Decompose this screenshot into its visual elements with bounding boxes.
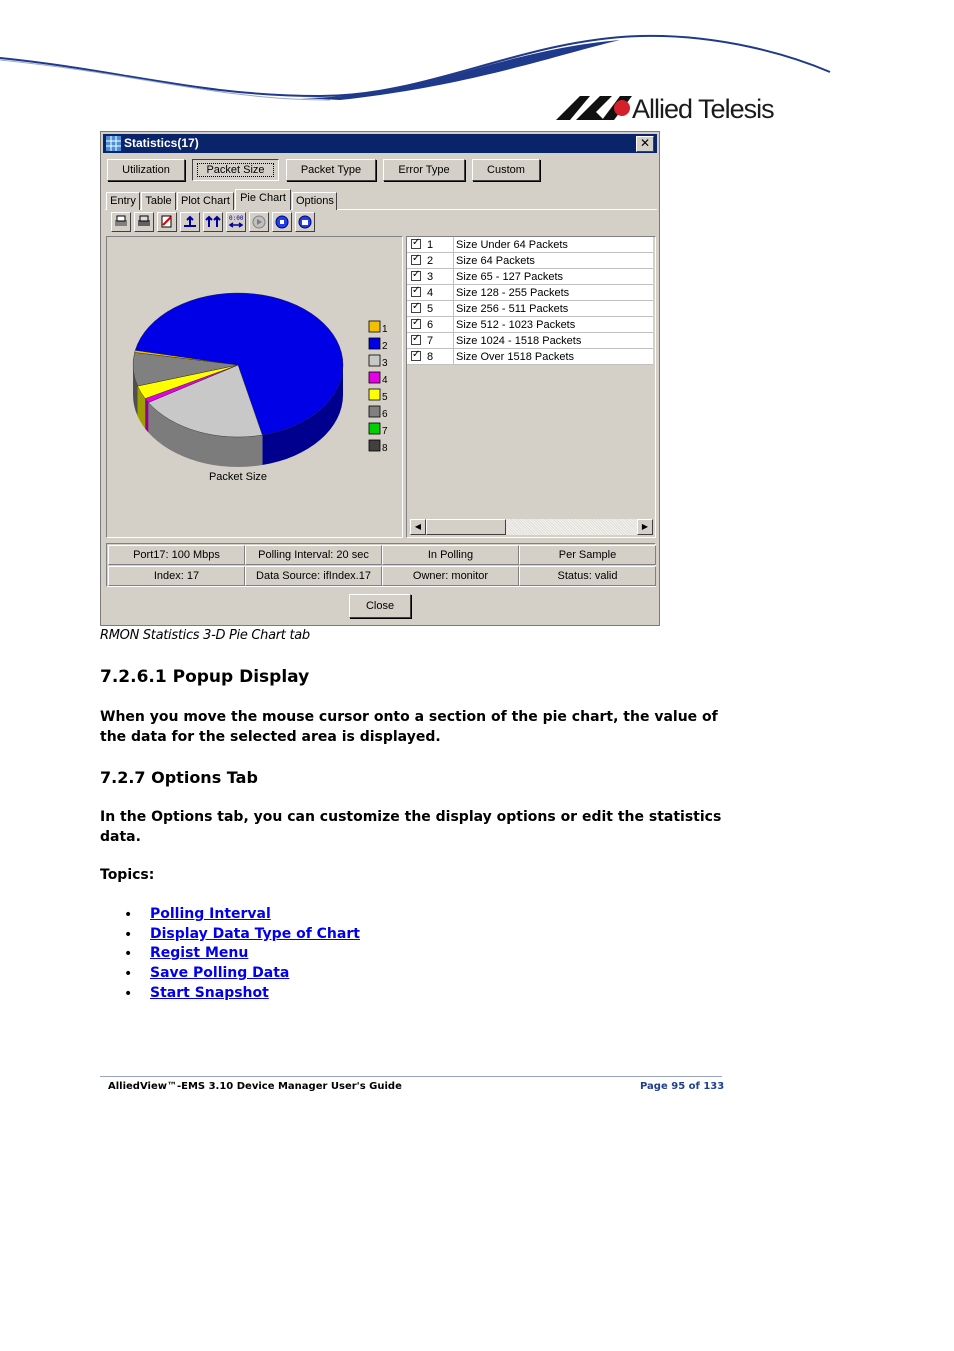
legend-label: 5 — [382, 392, 388, 403]
paragraph-popup: When you move the mouse cursor onto a section of the pie chart, the value of the data for the selected area is displayed. — [100, 709, 718, 745]
column-divider — [453, 285, 454, 301]
series-number: 2 — [427, 255, 434, 267]
series-list-item[interactable] — [407, 349, 653, 365]
status-port: Port17: 100 Mbps — [108, 545, 245, 565]
statistics-window — [100, 131, 660, 626]
legend-label: 1 — [382, 324, 388, 335]
print-icon[interactable] — [111, 212, 131, 232]
legend-label: 8 — [382, 443, 388, 454]
tab-plot-chart[interactable]: Plot Chart — [177, 192, 234, 210]
link-regist-menu[interactable]: Regist Menu — [150, 945, 249, 961]
scroll-thumb[interactable] — [426, 519, 506, 535]
status-data-source: Data Source: ifIndex.17 — [245, 566, 382, 586]
series-number: 6 — [427, 319, 434, 331]
status-polling-interval: Polling Interval: 20 sec — [245, 545, 382, 565]
export-icon[interactable] — [180, 212, 200, 232]
bullet: • — [124, 927, 133, 943]
title-bar — [103, 134, 657, 153]
close-icon[interactable]: ✕ — [636, 136, 654, 152]
pie-chart-panel — [106, 236, 403, 538]
series-description: Size 128 - 255 Packets — [456, 287, 570, 299]
series-number: 4 — [427, 287, 434, 299]
footer-page-number: Page 95 of 133 — [640, 1081, 725, 1092]
series-checkbox[interactable] — [411, 351, 421, 361]
scroll-right-icon[interactable]: ▶ — [637, 519, 653, 535]
legend-swatch-8 — [369, 440, 380, 451]
column-divider — [453, 269, 454, 285]
series-list-item[interactable] — [407, 237, 653, 253]
series-list-item[interactable] — [407, 333, 653, 349]
column-divider — [453, 301, 454, 317]
series-number: 3 — [427, 271, 434, 283]
column-divider — [453, 253, 454, 269]
brand-name: Allied Telesis — [632, 94, 774, 124]
link-start-snapshot[interactable]: Start Snapshot — [150, 985, 269, 1001]
header-swoosh — [0, 0, 954, 130]
error-type-button[interactable] — [383, 159, 465, 181]
tab-options[interactable]: Options — [292, 192, 337, 210]
legend-swatch-1 — [369, 321, 380, 332]
legend-label: 3 — [382, 358, 388, 369]
pie-slice-side-4[interactable] — [145, 399, 148, 433]
series-checkbox[interactable] — [411, 335, 421, 345]
bullet: • — [124, 946, 133, 962]
series-list — [407, 237, 653, 365]
button-label: Error Type — [398, 164, 450, 176]
series-number: 5 — [427, 303, 434, 315]
upload-icon[interactable] — [203, 212, 223, 232]
tab-table[interactable]: Table — [141, 192, 176, 210]
window-title: Statistics(17) — [124, 136, 199, 150]
legend-swatch-2 — [369, 338, 380, 349]
chart-legend — [369, 321, 388, 454]
button-label: Utilization — [122, 164, 170, 176]
svg-text:0:00: 0:00 — [229, 215, 244, 222]
series-list-item[interactable] — [407, 285, 653, 301]
column-divider — [453, 349, 454, 365]
section-heading-options: 7.2.7 Options Tab — [100, 768, 258, 787]
pie-chart[interactable] — [107, 237, 402, 537]
bullet: • — [124, 907, 133, 923]
figure-caption: RMON Statistics 3-D Pie Chart tab — [100, 628, 310, 643]
button-label: Custom — [487, 164, 525, 176]
legend-label: 4 — [382, 375, 388, 386]
series-description: Size 512 - 1023 Packets — [456, 319, 576, 331]
series-list-item[interactable] — [407, 253, 653, 269]
column-divider — [453, 333, 454, 349]
packet-size-button[interactable] — [192, 159, 279, 181]
series-description: Size Under 64 Packets — [456, 239, 568, 251]
tab-entry[interactable]: Entry — [106, 192, 140, 210]
status-valid: Status: valid — [519, 566, 656, 586]
status-owner: Owner: monitor — [382, 566, 519, 586]
clear-icon[interactable] — [157, 212, 177, 232]
series-list-item[interactable] — [407, 317, 653, 333]
legend-swatch-3 — [369, 355, 380, 366]
series-list-item[interactable] — [407, 269, 653, 285]
horizontal-scrollbar[interactable] — [410, 519, 653, 535]
series-list-panel — [406, 236, 656, 538]
series-number: 1 — [427, 239, 434, 251]
series-number: 8 — [427, 351, 434, 363]
play-icon[interactable] — [249, 212, 269, 232]
legend-label: 7 — [382, 426, 388, 437]
series-description: Size 64 Packets — [456, 255, 535, 267]
link-polling-interval[interactable]: Polling Interval — [150, 906, 271, 922]
series-checkbox[interactable] — [411, 303, 421, 313]
chart-title: Packet Size — [208, 471, 268, 483]
column-divider — [453, 237, 454, 253]
pie-top — [133, 293, 343, 437]
status-index: Index: 17 — [108, 566, 245, 586]
status-polling-state: In Polling — [382, 545, 519, 565]
legend-swatch-5 — [369, 389, 380, 400]
series-number: 7 — [427, 335, 434, 347]
paragraph-options: In the Options tab, you can customize the display options or edit the statistics data. — [100, 809, 722, 845]
timer-icon[interactable] — [226, 212, 246, 232]
button-label: Packet Size — [197, 163, 273, 177]
legend-label: 2 — [382, 341, 388, 352]
footer-divider — [100, 1076, 722, 1077]
utilization-button[interactable] — [107, 159, 185, 181]
scroll-left-icon[interactable]: ◀ — [410, 519, 426, 535]
stop-icon[interactable] — [272, 212, 292, 232]
link-display-data-type[interactable]: Display Data Type of Chart — [150, 926, 360, 942]
packet-type-button[interactable] — [286, 159, 376, 181]
series-checkbox[interactable] — [411, 255, 421, 265]
legend-swatch-4 — [369, 372, 380, 383]
legend-label: 6 — [382, 409, 388, 420]
status-sample-mode: Per Sample — [519, 545, 656, 565]
column-divider — [453, 317, 454, 333]
series-checkbox[interactable] — [411, 239, 421, 249]
series-checkbox[interactable] — [411, 287, 421, 297]
custom-button[interactable] — [472, 159, 540, 181]
topics-label: Topics: — [100, 867, 155, 883]
legend-swatch-7 — [369, 423, 380, 434]
bullet: • — [124, 986, 133, 1002]
button-label: Packet Type — [300, 164, 362, 176]
series-description: Size 1024 - 1518 Packets — [456, 335, 582, 347]
tab-pie-chart[interactable]: Pie Chart — [235, 189, 291, 210]
series-checkbox[interactable] — [411, 271, 421, 281]
bullet: • — [124, 966, 133, 982]
series-description: Size Over 1518 Packets — [456, 351, 575, 363]
legend-swatch-6 — [369, 406, 380, 417]
series-description: Size 65 - 127 Packets — [456, 271, 564, 283]
close-button[interactable]: Close — [349, 594, 411, 618]
section-heading-popup: 7.2.6.1 Popup Display — [100, 667, 310, 687]
series-description: Size 256 - 511 Packets — [456, 303, 569, 315]
series-checkbox[interactable] — [411, 319, 421, 329]
grid-icon — [106, 136, 121, 151]
print-preview-icon[interactable] — [134, 212, 154, 232]
status-grid — [106, 543, 656, 587]
link-save-polling-data[interactable]: Save Polling Data — [150, 965, 290, 981]
snapshot-icon[interactable] — [295, 212, 315, 232]
footer-guide-title: AlliedView™-EMS 3.10 Device Manager User's Guide — [108, 1081, 402, 1092]
series-list-item[interactable] — [407, 301, 653, 317]
